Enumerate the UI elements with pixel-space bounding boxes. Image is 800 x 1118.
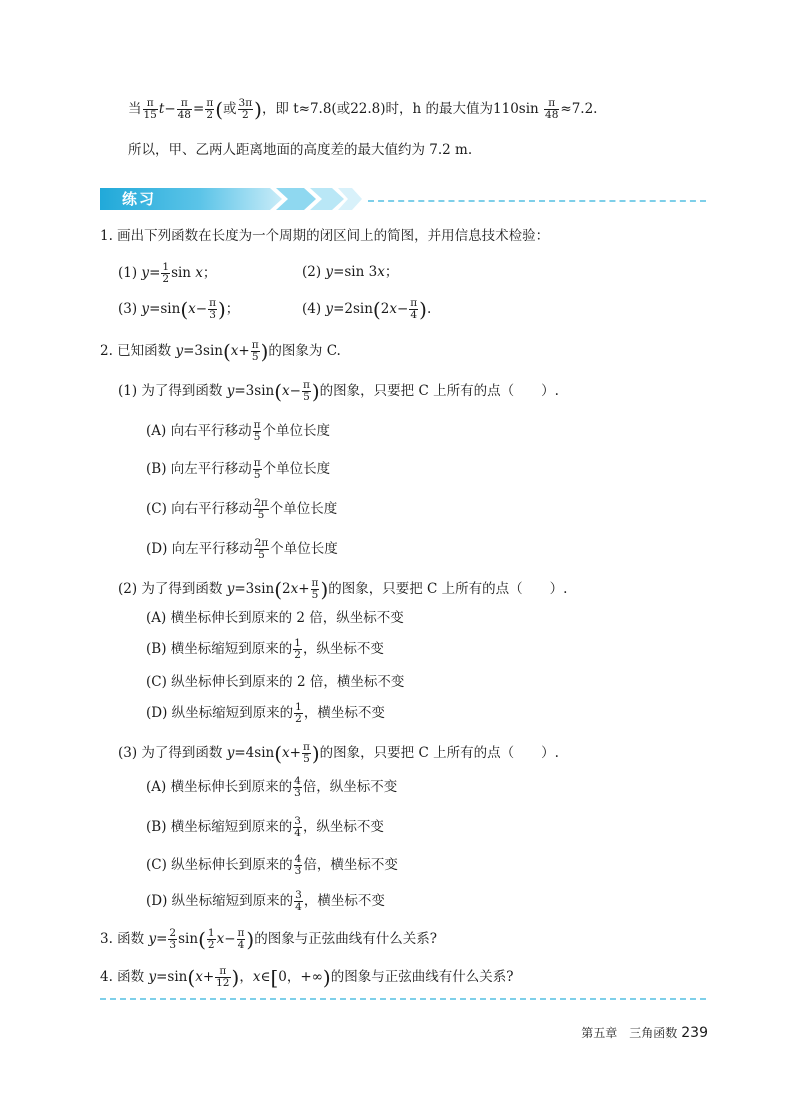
intro-mid: ，即 t≈7.8(或22.8)时，h 的最大值为110sin <box>261 101 544 117</box>
q2-3-option-c: (C) 纵坐标伸长到原来的 $\frac{4}{3}$ 倍，横坐标不变 <box>146 853 398 877</box>
q1-item-1: (1) y= $\frac{1}{2}$ sin x； <box>118 261 217 285</box>
q2-3-option-b: (B) 横坐标缩短到原来的 $\frac{3}{4}$ ，纵坐标不变 <box>146 815 384 839</box>
q2-1-option-b: (B) 向左平行移动 $\frac{\pi}{5}$ 个单位长度 <box>146 457 331 481</box>
q2-3-option-d: (D) 纵坐标缩短到原来的 $\frac{3}{4}$ ，横坐标不变 <box>146 889 385 913</box>
page-number: 239 <box>681 1025 708 1041</box>
bottom-dashed-divider <box>100 998 706 1000</box>
intro-line-1: 当 $\frac{\pi}{15}$ t− $\frac{\pi}{48}$ = $\frac{\pi}{2}$ (或 $\frac{3\pi}{2}$ )，即 t≈7.8(或22.8)时，h 的最大值为110sin $\frac{\pi}{48}$ ≈7.2. <box>128 97 598 122</box>
q2-1-option-a: (A) 向右平行移动 $\frac{\pi}{5}$ 个单位长度 <box>146 419 330 443</box>
q2-1-option-d: (D) 向左平行移动 $\frac{2\pi}{5}$ 个单位长度 <box>146 537 338 561</box>
intro-prefix: 当 <box>128 101 142 117</box>
q2-2-option-c: (C) 纵坐标伸长到原来的 2 倍，横坐标不变 <box>146 674 405 690</box>
q1-item-2: (2) y=sin 3x； <box>302 264 399 280</box>
q1-text: 1. 画出下列函数在长度为一个周期的闭区间上的简图，并用信息技术检验： <box>100 228 550 244</box>
q1-item-4: (4) y=2sin(2x− $\frac{\pi}{4}$ ). <box>302 297 432 322</box>
q1-item-3: (3) y=sin(x− $\frac{\pi}{3}$ )； <box>118 297 240 322</box>
intro-line-2: 所以，甲、乙两人距离地面的高度差的最大值约为 7.2 m. <box>128 142 473 158</box>
q4-text: 4. 函数 y=sin(x+ $\frac{\pi}{12}$ )，x∈[0，+∞)的图象与正弦曲线有什么关系? <box>100 965 514 990</box>
q2-3-option-a: (A) 横坐标伸长到原来的 $\frac{4}{3}$ 倍，纵坐标不变 <box>146 775 398 799</box>
q2-2-option-b: (B) 横坐标缩短到原来的 $\frac{1}{2}$ ，纵坐标不变 <box>146 637 384 661</box>
section-title: 练习 <box>122 190 157 208</box>
q2-2-option-d: (D) 纵坐标缩短到原来的 $\frac{1}{2}$ ，横坐标不变 <box>146 701 385 725</box>
q2-1-option-c: (C) 向右平行移动 $\frac{2\pi}{5}$ 个单位长度 <box>146 497 338 521</box>
intro-end: ≈7.2. <box>560 101 598 117</box>
q2-text: 2. 已知函数 y=3sin(x+ $\frac{\pi}{5}$ )的图象为 C. <box>100 339 341 364</box>
chapter-title: 第五章 三角函数 <box>581 1026 678 1040</box>
q2-2-option-a: (A) 横坐标伸长到原来的 2 倍，纵坐标不变 <box>146 610 404 626</box>
q2-sub-3: (3) 为了得到函数 y=4sin(x+ $\frac{\pi}{5}$ )的图象，只要把 C 上所有的点（ ）. <box>118 741 559 766</box>
top-dashed-divider <box>368 200 706 202</box>
q3-text: 3. 函数 y= $\frac{2}{3}$ sin( $\frac{1}{2}$ x− $\frac{\pi}{4}$ )的图象与正弦曲线有什么关系? <box>100 927 437 952</box>
q2-sub-1: (1) 为了得到函数 y=3sin(x− $\frac{\pi}{5}$ )的图象，只要把 C 上所有的点（ ）. <box>118 379 559 404</box>
q2-sub-2: (2) 为了得到函数 y=3sin(2x+ $\frac{\pi}{5}$ )的图象，只要把 C 上所有的点（ ）. <box>118 577 568 602</box>
page-footer <box>581 1024 708 1042</box>
